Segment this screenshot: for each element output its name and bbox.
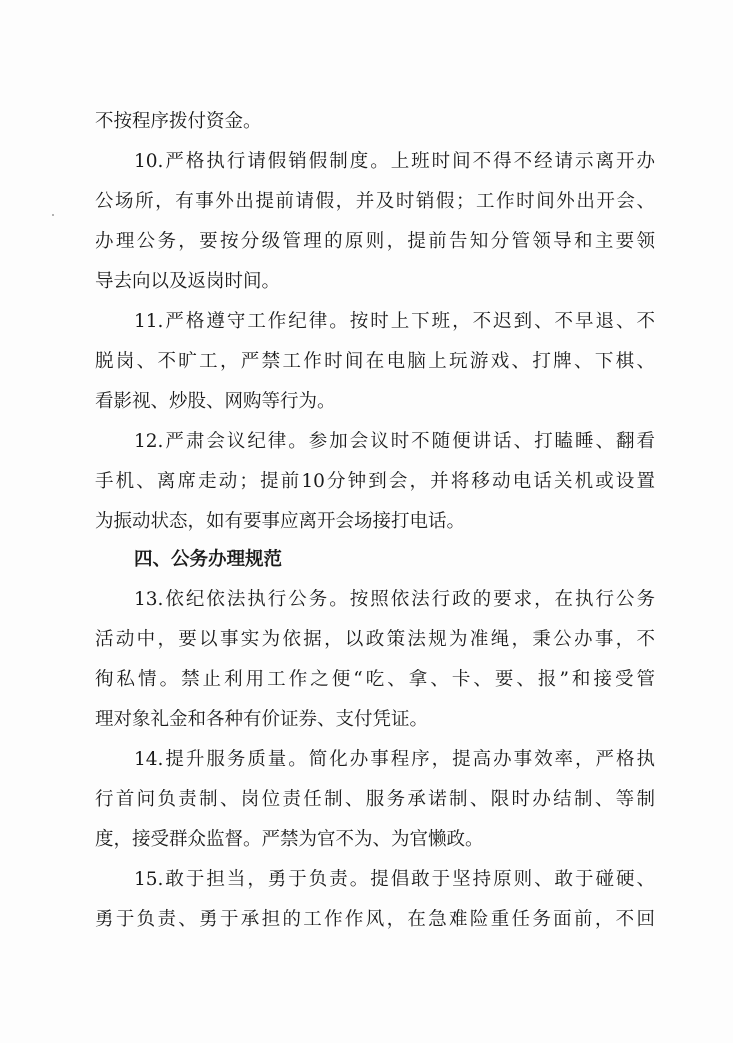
text-line: 15.敢于担当，勇于负责。提倡敢于坚持原则、敢于碰硬、	[134, 869, 655, 890]
text-line: 不按程序拨付资金。	[95, 111, 262, 132]
text-line: 导去向以及返岗时间。	[95, 271, 281, 292]
text-line: 公场所，有事外出提前请假，并及时销假；工作时间外出开会、	[95, 191, 655, 212]
text-line: 为振动状态，如有要事应离开会场接打电话。	[95, 511, 466, 532]
text-line: 13.依纪依法执行公务。按照依法行政的要求，在执行公务	[134, 589, 655, 610]
text-line: 勇于负责、勇于承担的工作作风，在急难险重任务面前，不回	[95, 909, 655, 930]
section-heading: 四、公务办理规范	[134, 549, 283, 570]
text-line: 行首问负责制、岗位责任制、服务承诺制、限时办结制、等制	[95, 789, 655, 810]
text-line: 12.严肃会议纪律。参加会议时不随便讲话、打瞌睡、翻看	[134, 431, 655, 452]
text-line: 办理公务，要按分级管理的原则，提前告知分管领导和主要领	[95, 231, 655, 252]
text-line: 10.严格执行请假销假制度。上班时间不得不经请示离开办	[134, 151, 655, 172]
text-line: 度，接受群众监督。严禁为官不为、为官懒政。	[95, 829, 484, 850]
scan-speck	[52, 214, 54, 216]
text-line: 14.提升服务质量。简化办事程序，提高办事效率，严格执	[134, 749, 655, 770]
text-line: 手机、离席走动；提前10分钟到会，并将移动电话关机或设置	[95, 471, 655, 492]
text-line: 11.严格遵守工作纪律。按时上下班，不迟到、不早退、不	[134, 311, 655, 332]
text-line: 活动中，要以事实为依据，以政策法规为准绳，秉公办事，不	[95, 629, 655, 650]
text-line: 理对象礼金和各种有价证券、支付凭证。	[95, 709, 429, 730]
text-line: 脱岗、不旷工，严禁工作时间在电脑上玩游戏、打牌、下棋、	[95, 351, 655, 372]
text-line: 看影视、炒股、网购等行为。	[95, 391, 336, 412]
text-line: 徇私情。禁止利用工作之便“吃、拿、卡、要、报”和接受管	[95, 669, 655, 690]
